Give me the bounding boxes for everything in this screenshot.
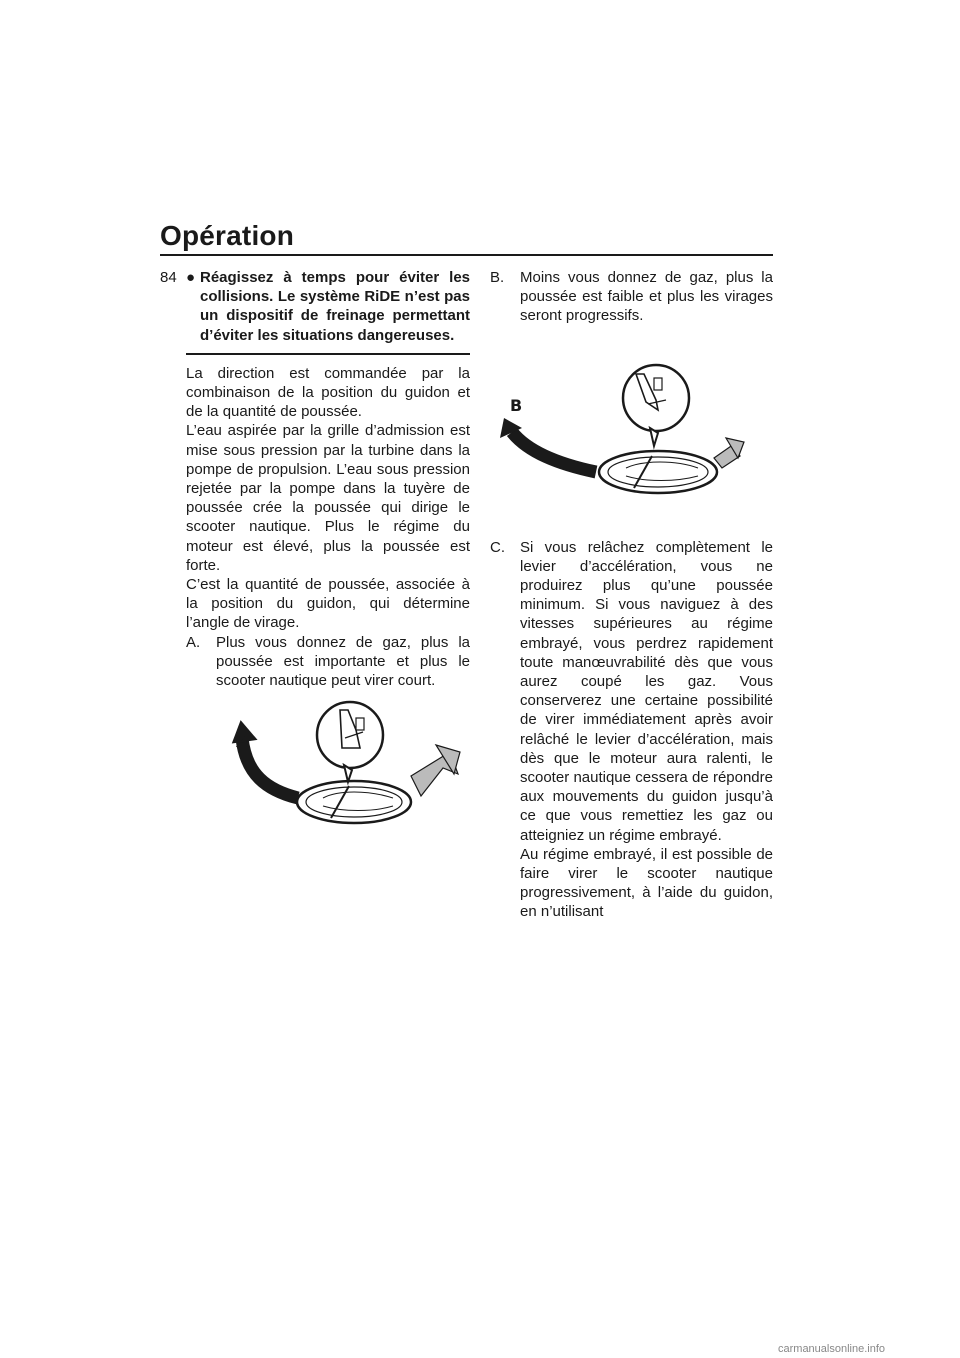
left-column [186,268,470,690]
paragraph-turn-angle: C’est la quantité de poussée, associée à la position du guidon, qui détermine l’angle de virage. [186,576,470,632]
list-text-a: Plus vous donnez de gaz, plus la poussée est importante et plus le scooter nautique peut virer court. [216,633,470,690]
page-title: Opération [160,220,295,251]
watermark: carmanualsonline.info [778,1343,886,1355]
list-marker-c: C. [490,538,505,556]
bullet-icon: ● [186,269,196,286]
figure-label-a: A [236,732,249,751]
jet-ski-sharp-turn-illustration [228,690,464,840]
warning-text: Réagissez à temps pour éviter les collisions. Le système RiDE n’est pas un dispositif de freinage permettant d’éviter les situations dangereuses. [200,269,470,344]
paragraph-steering: La direction est commandée par la combinaison de la position du guidon et de la quantité de poussée. [186,364,470,421]
paragraph-water-pump: L’eau aspirée par la grille d’admission est mise sous pression par la turbine dans la pompe de propulsion. L’eau sous pression rejetée par la pompe dans la tuyère de poussée crée la poussée qui dirige le scooter nautique. Plus le régime du moteur est élevé, plus la poussée est forte. [186,422,470,574]
figure-label-b: B [510,396,523,415]
figure-sharp-turn [228,690,464,840]
list-marker-a: A. [186,633,201,651]
jet-ski-gradual-turn-illustration [498,360,753,500]
list-text-c: Si vous relâchez complètement le levier d’accélération, vous ne produirez plus qu’une poussée minimum. Si vous naviguez à des vitesses supérieures au régime embrayé, vous perdrez rapidement toute manœuvrabilité dès que vous aurez coupé les gaz. Vous conserverez une certaine possibilité de virer immédiatement après avoir relâché le levier d’accélération, mais dès que le moteur aura ralenti, le scooter nautique cessera de répondre aux mouvements du guidon jusqu’à ce que vous remettiez les gaz ou atteigniez un régime embrayé. [520,538,773,844]
list-marker-b: B. [490,269,505,286]
warning-divider [186,353,470,355]
header-divider [160,254,773,256]
figure-gradual-turn [498,360,753,500]
warning-item [186,268,470,345]
list-text-b: Moins vous donnez de gaz, plus la poussée est faible et plus les virages seront progressifs. [520,269,773,325]
list-item-c [490,538,773,922]
page-number: 84 [160,269,177,286]
list-item-a [186,633,470,691]
list-item-b [490,268,773,326]
list-text-c-continued: Au régime embrayé, il est possible de faire virer le scooter nautique progressivement, à l’aide du guidon, en n’utilisant [520,845,773,921]
